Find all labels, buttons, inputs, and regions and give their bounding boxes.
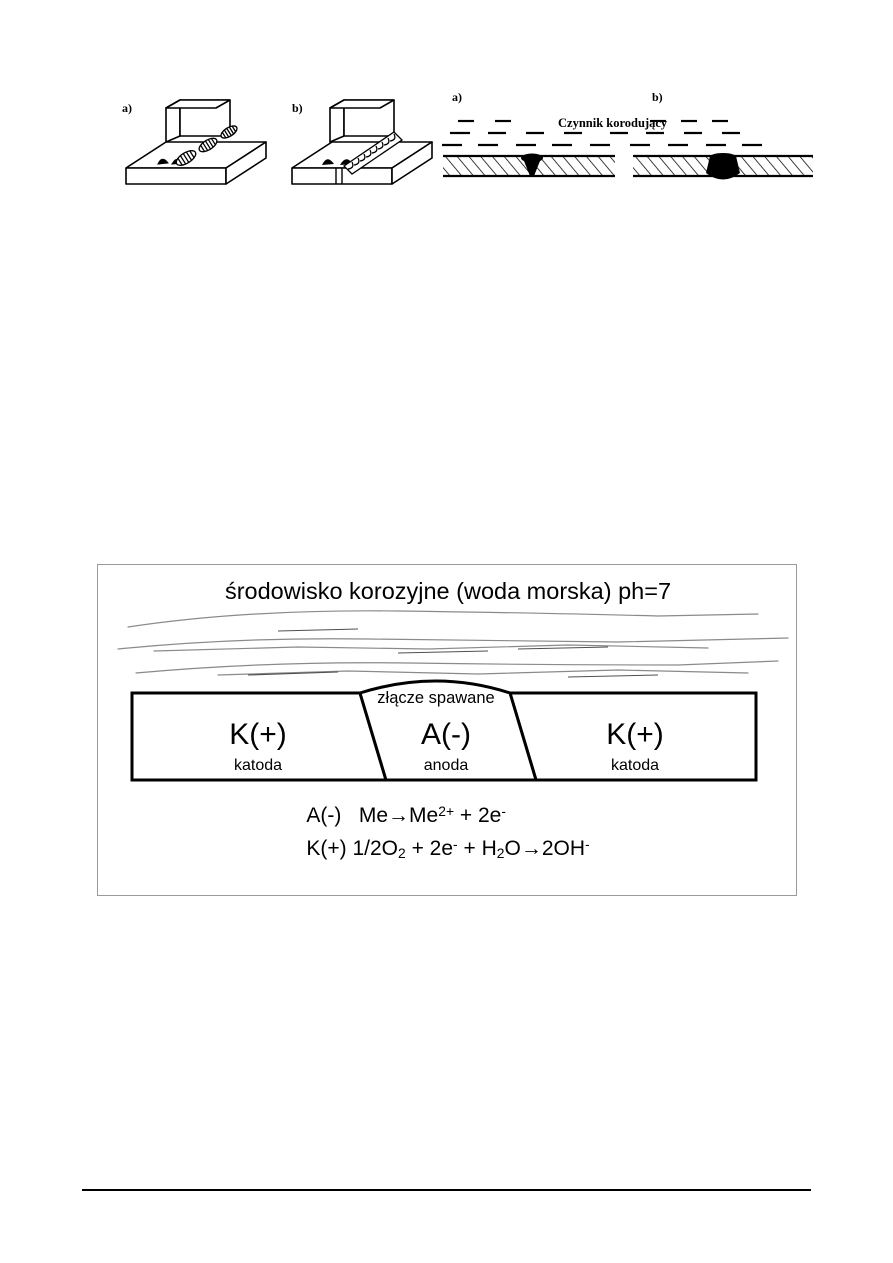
weld-drawing-a-intermittent [108,80,283,215]
footer-rule [82,1189,811,1191]
corrosive-agent-caption: Czynnik korodujący [558,116,668,130]
corrosion-cell-figure [97,564,797,896]
weld-section-a-flush [442,153,617,193]
anode-name: anoda [423,757,469,774]
cathode-left-name: katoda [233,757,283,774]
environment-title: środowisko korozyjne (woda morska) ph=7 [224,578,672,604]
panel-label-a-left: a) [122,101,132,115]
anodic-reaction-prefix: A(-) [306,803,342,827]
weld-section-b-reinforced [632,153,817,199]
electrode-reactions [98,797,798,868]
cathode-left-symbol: K(+) [229,718,287,751]
panel-label-b-left: b) [292,101,303,115]
top-figure-row [0,80,893,220]
tee-joint-weld-figure [108,80,428,215]
anodic-reaction: A(-) $Me\to Me^{2+} + 2e^-$ [306,803,506,827]
panel-label-b-right: b) [652,90,663,104]
joint-caption: złącze spawane [377,689,495,707]
weld-drawing-b-continuous [278,80,438,215]
panel-label-a-right: a) [452,90,462,104]
corrosive-agent-figure [440,80,840,210]
cathode-right-symbol: K(+) [606,718,664,751]
anode-symbol: A(-) [421,718,471,751]
cathodic-reaction: K(+) $1/2O_2 + 2e^- + H_2O\to 2OH^-$ [306,835,590,861]
cathodic-reaction-prefix: K(+) [306,836,347,860]
cathode-right-name: katoda [610,757,660,774]
